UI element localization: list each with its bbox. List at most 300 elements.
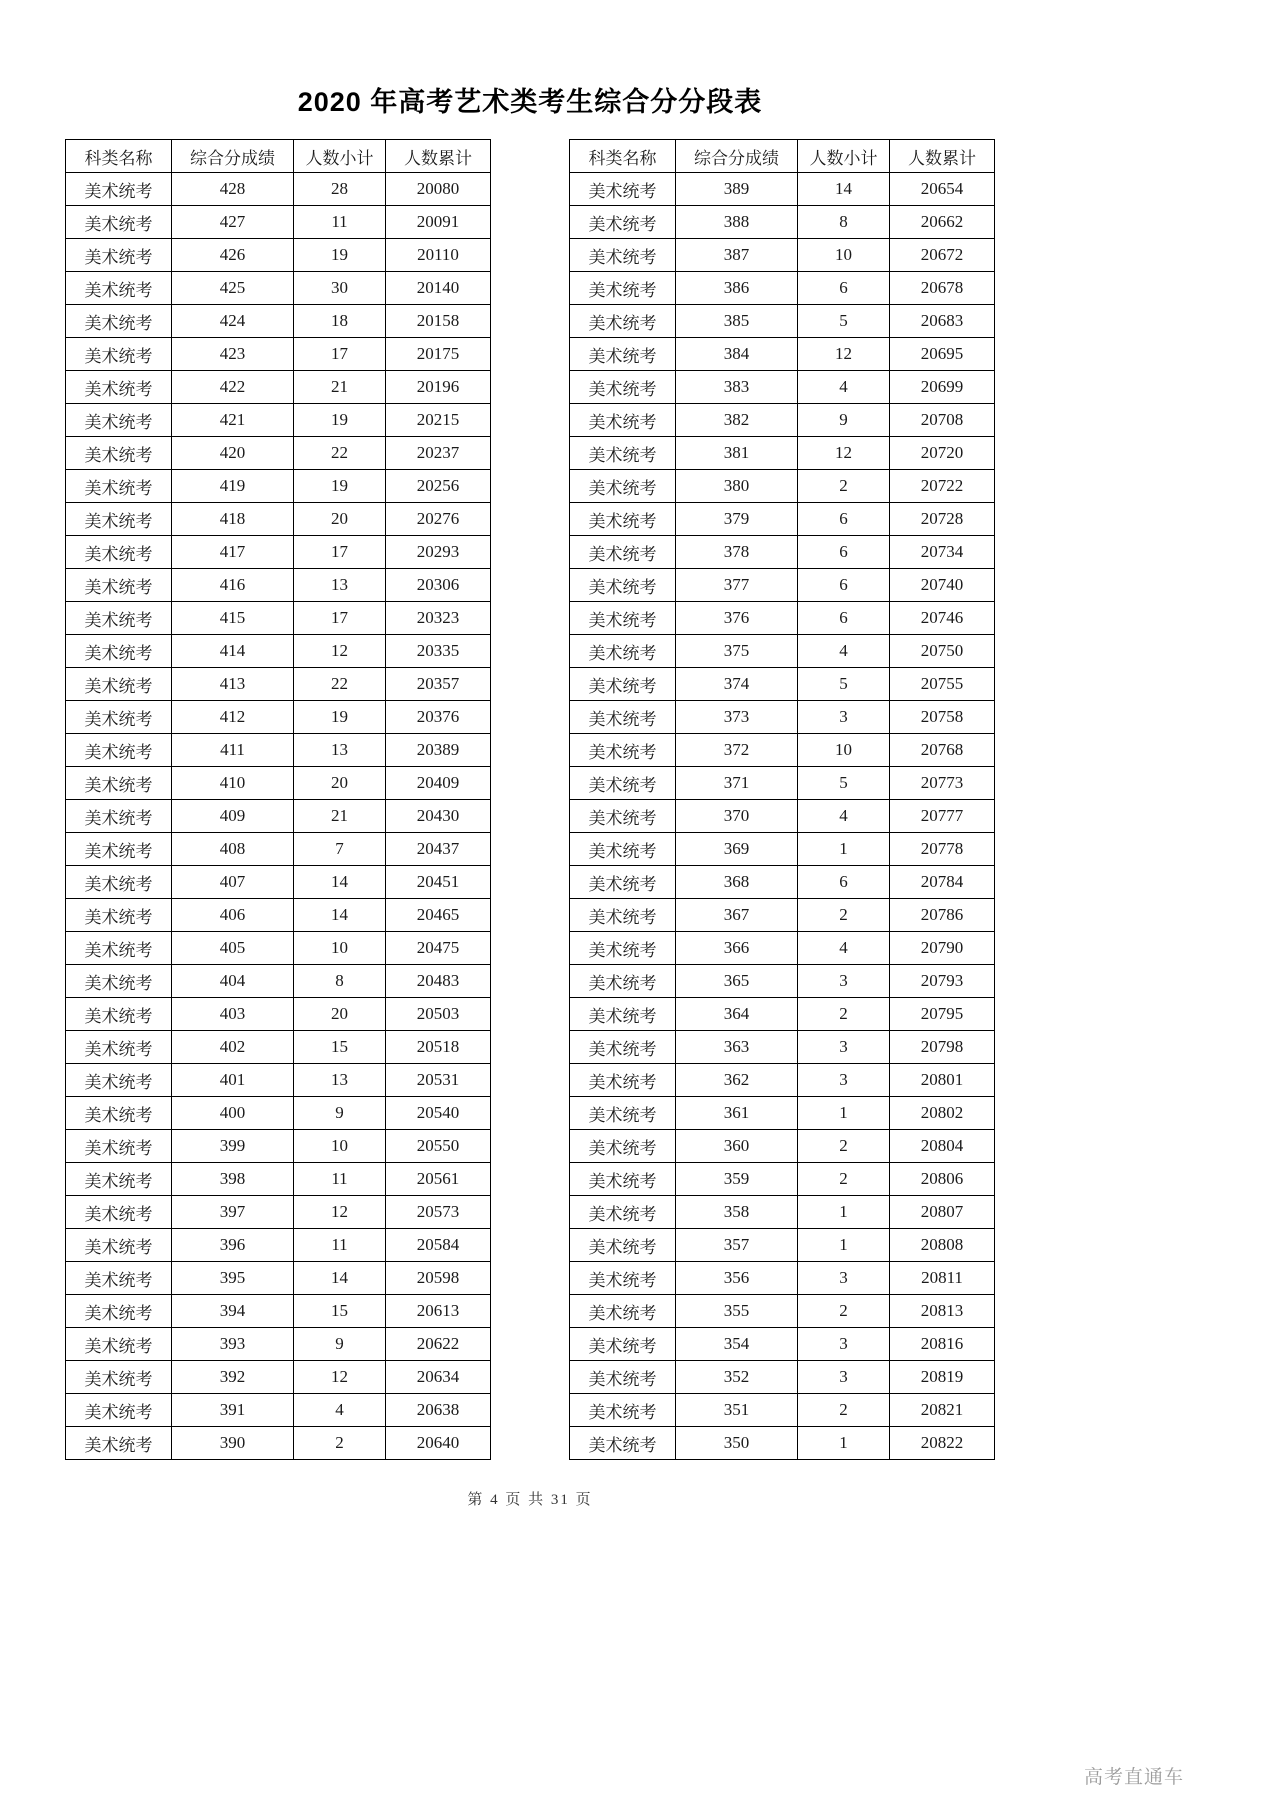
- table-cell: 382: [676, 404, 798, 437]
- table-cell: 377: [676, 569, 798, 602]
- table-cell: 20802: [890, 1097, 995, 1130]
- table-cell: 359: [676, 1163, 798, 1196]
- table-cell: 355: [676, 1295, 798, 1328]
- table-cell: 美术统考: [66, 1031, 172, 1064]
- table-row: [570, 932, 995, 965]
- table-cell: 美术统考: [66, 767, 172, 800]
- table-cell: 389: [676, 173, 798, 206]
- table-cell: 美术统考: [66, 866, 172, 899]
- table-row: [570, 569, 995, 602]
- table-cell: 30: [294, 272, 386, 305]
- table-cell: 美术统考: [570, 1361, 676, 1394]
- table-cell: 20806: [890, 1163, 995, 1196]
- table-cell: 6: [798, 602, 890, 635]
- table-row: [66, 503, 491, 536]
- table-cell: 20483: [386, 965, 491, 998]
- table-cell: 美术统考: [66, 734, 172, 767]
- table-cell: 美术统考: [66, 305, 172, 338]
- table-row: [66, 404, 491, 437]
- table-row: [570, 767, 995, 800]
- table-cell: 20518: [386, 1031, 491, 1064]
- table-row: [66, 932, 491, 965]
- table-body: [570, 173, 995, 1460]
- table-row: [570, 1229, 995, 1262]
- table-cell: 6: [798, 536, 890, 569]
- table-row: [570, 272, 995, 305]
- table-cell: 20622: [386, 1328, 491, 1361]
- table-cell: 17: [294, 338, 386, 371]
- table-cell: 365: [676, 965, 798, 998]
- table-cell: 418: [172, 503, 294, 536]
- table-cell: 20175: [386, 338, 491, 371]
- table-cell: 20357: [386, 668, 491, 701]
- table-cell: 20768: [890, 734, 995, 767]
- table-row: [570, 1262, 995, 1295]
- table-cell: 395: [172, 1262, 294, 1295]
- table-cell: 美术统考: [570, 1262, 676, 1295]
- table-cell: 美术统考: [570, 437, 676, 470]
- table-cell: 美术统考: [66, 668, 172, 701]
- table-cell: 375: [676, 635, 798, 668]
- table-row: [570, 668, 995, 701]
- table-row: [66, 1328, 491, 1361]
- table-cell: 390: [172, 1427, 294, 1460]
- table-cell: 美术统考: [570, 1394, 676, 1427]
- table-row: [66, 206, 491, 239]
- table-cell: 20678: [890, 272, 995, 305]
- table-cell: 20634: [386, 1361, 491, 1394]
- table-row: [66, 1031, 491, 1064]
- table-cell: 美术统考: [66, 173, 172, 206]
- table-cell: 356: [676, 1262, 798, 1295]
- table-cell: 7: [294, 833, 386, 866]
- table-cell: 美术统考: [570, 1097, 676, 1130]
- page-number: 第 4 页 共 31 页: [467, 1492, 593, 1508]
- table-cell: 398: [172, 1163, 294, 1196]
- table-row: [570, 1295, 995, 1328]
- table-cell: 美术统考: [570, 338, 676, 371]
- table-row: [570, 965, 995, 998]
- table-cell: 3: [798, 1064, 890, 1097]
- table-cell: 411: [172, 734, 294, 767]
- table-cell: 6: [798, 272, 890, 305]
- table-row: [66, 338, 491, 371]
- table-cell: 20672: [890, 239, 995, 272]
- table-cell: 12: [798, 338, 890, 371]
- table-cell: 391: [172, 1394, 294, 1427]
- table-row: [66, 1196, 491, 1229]
- table-cell: 1: [798, 833, 890, 866]
- table-cell: 427: [172, 206, 294, 239]
- table-cell: 20080: [386, 173, 491, 206]
- table-cell: 18: [294, 305, 386, 338]
- page-title: 2020 年高考艺术类考生综合分分段表: [297, 87, 763, 117]
- table-row: [570, 206, 995, 239]
- table-cell: 20: [294, 767, 386, 800]
- table-cell: 美术统考: [66, 1361, 172, 1394]
- table-cell: 397: [172, 1196, 294, 1229]
- table-cell: 1: [798, 1196, 890, 1229]
- table-cell: 2: [798, 1130, 890, 1163]
- table-cell: 17: [294, 536, 386, 569]
- table-row: [66, 734, 491, 767]
- table-cell: 414: [172, 635, 294, 668]
- table-cell: 20430: [386, 800, 491, 833]
- table-cell: 20758: [890, 701, 995, 734]
- table-cell: 20196: [386, 371, 491, 404]
- table-cell: 美术统考: [570, 1427, 676, 1460]
- table-cell: 3: [798, 701, 890, 734]
- table-cell: 12: [798, 437, 890, 470]
- table-cell: 3: [798, 1361, 890, 1394]
- table-cell: 20801: [890, 1064, 995, 1097]
- tables-container: [65, 139, 995, 1460]
- table-row: [570, 734, 995, 767]
- table-cell: 20819: [890, 1361, 995, 1394]
- table-cell: 403: [172, 998, 294, 1031]
- table-cell: 20638: [386, 1394, 491, 1427]
- table-cell: 4: [294, 1394, 386, 1427]
- table-cell: 20699: [890, 371, 995, 404]
- table-cell: 20140: [386, 272, 491, 305]
- table-cell: 美术统考: [66, 1229, 172, 1262]
- table-cell: 357: [676, 1229, 798, 1262]
- table-cell: 20773: [890, 767, 995, 800]
- table-cell: 美术统考: [570, 635, 676, 668]
- table-cell: 20720: [890, 437, 995, 470]
- table-cell: 15: [294, 1295, 386, 1328]
- table-cell: 383: [676, 371, 798, 404]
- table-cell: 415: [172, 602, 294, 635]
- table-row: [570, 437, 995, 470]
- column-header: 科类名称: [66, 140, 172, 173]
- table-cell: 12: [294, 1196, 386, 1229]
- table-cell: 20475: [386, 932, 491, 965]
- table-cell: 20683: [890, 305, 995, 338]
- table-row: [66, 1394, 491, 1427]
- table-cell: 10: [294, 1130, 386, 1163]
- table-cell: 20376: [386, 701, 491, 734]
- table-cell: 20662: [890, 206, 995, 239]
- table-row: [570, 602, 995, 635]
- table-cell: 367: [676, 899, 798, 932]
- table-row: [570, 1361, 995, 1394]
- table-cell: 美术统考: [66, 1163, 172, 1196]
- table-row: [66, 371, 491, 404]
- table-cell: 美术统考: [570, 173, 676, 206]
- table-cell: 美术统考: [66, 1394, 172, 1427]
- table-cell: 美术统考: [66, 536, 172, 569]
- table-cell: 410: [172, 767, 294, 800]
- table-cell: 19: [294, 239, 386, 272]
- table-cell: 20293: [386, 536, 491, 569]
- table-cell: 413: [172, 668, 294, 701]
- table-cell: 15: [294, 1031, 386, 1064]
- table-cell: 426: [172, 239, 294, 272]
- table-cell: 20798: [890, 1031, 995, 1064]
- table-cell: 12: [294, 635, 386, 668]
- table-cell: 2: [798, 1163, 890, 1196]
- table-cell: 20323: [386, 602, 491, 635]
- table-row: [66, 173, 491, 206]
- table-cell: 20654: [890, 173, 995, 206]
- table-cell: 425: [172, 272, 294, 305]
- table-cell: 358: [676, 1196, 798, 1229]
- table-cell: 美术统考: [66, 1262, 172, 1295]
- table-cell: 20750: [890, 635, 995, 668]
- table-cell: 17: [294, 602, 386, 635]
- table-cell: 20790: [890, 932, 995, 965]
- table-row: [570, 1097, 995, 1130]
- table-row: [66, 635, 491, 668]
- table-cell: 美术统考: [570, 239, 676, 272]
- table-cell: 美术统考: [570, 800, 676, 833]
- table-cell: 美术统考: [66, 635, 172, 668]
- table-row: [66, 1427, 491, 1460]
- table-cell: 3: [798, 965, 890, 998]
- table-cell: 19: [294, 404, 386, 437]
- table-cell: 380: [676, 470, 798, 503]
- table-cell: 美术统考: [66, 965, 172, 998]
- table-cell: 20695: [890, 338, 995, 371]
- table-row: [570, 833, 995, 866]
- table-cell: 20256: [386, 470, 491, 503]
- table-cell: 10: [294, 932, 386, 965]
- table-row: [66, 701, 491, 734]
- table-cell: 20813: [890, 1295, 995, 1328]
- table-row: [570, 371, 995, 404]
- table-cell: 401: [172, 1064, 294, 1097]
- table-cell: 美术统考: [570, 569, 676, 602]
- table-row: [570, 536, 995, 569]
- table-row: [66, 1262, 491, 1295]
- table-head: [66, 140, 491, 173]
- table-cell: 368: [676, 866, 798, 899]
- table-cell: 美术统考: [570, 767, 676, 800]
- table-cell: 20158: [386, 305, 491, 338]
- table-cell: 美术统考: [570, 833, 676, 866]
- table-cell: 美术统考: [66, 833, 172, 866]
- table-cell: 美术统考: [570, 206, 676, 239]
- column-header: 综合分成绩: [172, 140, 294, 173]
- table-cell: 381: [676, 437, 798, 470]
- table-cell: 20389: [386, 734, 491, 767]
- table-cell: 419: [172, 470, 294, 503]
- table-cell: 美术统考: [66, 1196, 172, 1229]
- table-cell: 20306: [386, 569, 491, 602]
- column-header: 人数小计: [798, 140, 890, 173]
- table-cell: 360: [676, 1130, 798, 1163]
- table-cell: 4: [798, 800, 890, 833]
- table-cell: 美术统考: [66, 602, 172, 635]
- table-cell: 6: [798, 866, 890, 899]
- table-cell: 美术统考: [66, 503, 172, 536]
- table-cell: 美术统考: [66, 404, 172, 437]
- table-cell: 20777: [890, 800, 995, 833]
- table-cell: 412: [172, 701, 294, 734]
- table-cell: 2: [798, 470, 890, 503]
- table-cell: 2: [798, 899, 890, 932]
- table-row: [66, 899, 491, 932]
- table-cell: 6: [798, 503, 890, 536]
- table-cell: 20573: [386, 1196, 491, 1229]
- table-cell: 21: [294, 800, 386, 833]
- table-cell: 428: [172, 173, 294, 206]
- table-cell: 美术统考: [570, 998, 676, 1031]
- table-row: [570, 305, 995, 338]
- table-row: [66, 1097, 491, 1130]
- table-cell: 20: [294, 998, 386, 1031]
- table-cell: 11: [294, 1163, 386, 1196]
- table-row: [570, 239, 995, 272]
- table-cell: 385: [676, 305, 798, 338]
- table-cell: 美术统考: [570, 668, 676, 701]
- column-header: 人数小计: [294, 140, 386, 173]
- table-cell: 美术统考: [66, 1328, 172, 1361]
- table-cell: 美术统考: [66, 932, 172, 965]
- table-cell: 美术统考: [66, 569, 172, 602]
- table-cell: 384: [676, 338, 798, 371]
- table-cell: 13: [294, 734, 386, 767]
- table-cell: 376: [676, 602, 798, 635]
- table-cell: 424: [172, 305, 294, 338]
- table-cell: 354: [676, 1328, 798, 1361]
- table-cell: 美术统考: [570, 1196, 676, 1229]
- table-body: [66, 173, 491, 1460]
- table-cell: 379: [676, 503, 798, 536]
- table-cell: 20640: [386, 1427, 491, 1460]
- table-row: [66, 1163, 491, 1196]
- table-row: [66, 1229, 491, 1262]
- table-cell: 416: [172, 569, 294, 602]
- table-cell: 20437: [386, 833, 491, 866]
- table-cell: 373: [676, 701, 798, 734]
- table-cell: 20734: [890, 536, 995, 569]
- table-cell: 20409: [386, 767, 491, 800]
- column-header: 综合分成绩: [676, 140, 798, 173]
- table-cell: 20091: [386, 206, 491, 239]
- table-cell: 20822: [890, 1427, 995, 1460]
- watermark: 高考直通车: [1083, 1767, 1184, 1788]
- table-cell: 14: [294, 866, 386, 899]
- table-row: [570, 635, 995, 668]
- table-cell: 美术统考: [66, 239, 172, 272]
- table-cell: 美术统考: [570, 1229, 676, 1262]
- table-cell: 20531: [386, 1064, 491, 1097]
- table-row: [570, 1064, 995, 1097]
- table-cell: 350: [676, 1427, 798, 1460]
- table-cell: 28: [294, 173, 386, 206]
- table-cell: 美术统考: [570, 272, 676, 305]
- table-row: [570, 998, 995, 1031]
- table-cell: 美术统考: [66, 470, 172, 503]
- table-cell: 22: [294, 437, 386, 470]
- table-cell: 2: [798, 998, 890, 1031]
- table-cell: 408: [172, 833, 294, 866]
- table-cell: 14: [294, 899, 386, 932]
- table-row: [570, 404, 995, 437]
- table-cell: 9: [798, 404, 890, 437]
- table-cell: 4: [798, 932, 890, 965]
- table-cell: 10: [798, 239, 890, 272]
- table-row: [570, 1163, 995, 1196]
- table-cell: 4: [798, 635, 890, 668]
- table-cell: 美术统考: [570, 899, 676, 932]
- score-table-right: [569, 139, 995, 1460]
- table-cell: 20804: [890, 1130, 995, 1163]
- table-cell: 388: [676, 206, 798, 239]
- table-row: [570, 1427, 995, 1460]
- table-cell: 20540: [386, 1097, 491, 1130]
- table-cell: 美术统考: [66, 338, 172, 371]
- table-cell: 396: [172, 1229, 294, 1262]
- table-row: [570, 503, 995, 536]
- column-header: 人数累计: [890, 140, 995, 173]
- table-cell: 20816: [890, 1328, 995, 1361]
- table-cell: 美术统考: [570, 404, 676, 437]
- table-cell: 美术统考: [66, 371, 172, 404]
- table-row: [66, 833, 491, 866]
- table-cell: 美术统考: [66, 437, 172, 470]
- table-cell: 3: [798, 1031, 890, 1064]
- table-row: [66, 569, 491, 602]
- score-table-left: [65, 139, 491, 1460]
- table-cell: 20786: [890, 899, 995, 932]
- table-cell: 美术统考: [570, 371, 676, 404]
- table-cell: 美术统考: [570, 866, 676, 899]
- table-cell: 20584: [386, 1229, 491, 1262]
- table-cell: 422: [172, 371, 294, 404]
- table-cell: 20793: [890, 965, 995, 998]
- table-cell: 372: [676, 734, 798, 767]
- table-cell: 374: [676, 668, 798, 701]
- table-cell: 20237: [386, 437, 491, 470]
- table-row: [66, 800, 491, 833]
- table-cell: 美术统考: [570, 536, 676, 569]
- table-cell: 美术统考: [66, 800, 172, 833]
- table-row: [66, 1361, 491, 1394]
- table-row: [66, 965, 491, 998]
- table-cell: 20808: [890, 1229, 995, 1262]
- table-cell: 2: [294, 1427, 386, 1460]
- table-header-row: [66, 140, 491, 173]
- table-row: [66, 1064, 491, 1097]
- table-cell: 11: [294, 1229, 386, 1262]
- table-cell: 407: [172, 866, 294, 899]
- table-cell: 20778: [890, 833, 995, 866]
- table-cell: 366: [676, 932, 798, 965]
- table-cell: 20503: [386, 998, 491, 1031]
- table-cell: 20561: [386, 1163, 491, 1196]
- table-cell: 20335: [386, 635, 491, 668]
- table-header-row: [570, 140, 995, 173]
- table-cell: 371: [676, 767, 798, 800]
- table-cell: 14: [294, 1262, 386, 1295]
- table-row: [570, 1130, 995, 1163]
- table-row: [66, 998, 491, 1031]
- table-cell: 20110: [386, 239, 491, 272]
- table-row: [66, 1130, 491, 1163]
- table-row: [570, 866, 995, 899]
- table-cell: 378: [676, 536, 798, 569]
- table-cell: 386: [676, 272, 798, 305]
- table-cell: 393: [172, 1328, 294, 1361]
- table-cell: 364: [676, 998, 798, 1031]
- table-cell: 美术统考: [570, 1328, 676, 1361]
- table-cell: 美术统考: [66, 998, 172, 1031]
- table-cell: 20598: [386, 1262, 491, 1295]
- table-cell: 20795: [890, 998, 995, 1031]
